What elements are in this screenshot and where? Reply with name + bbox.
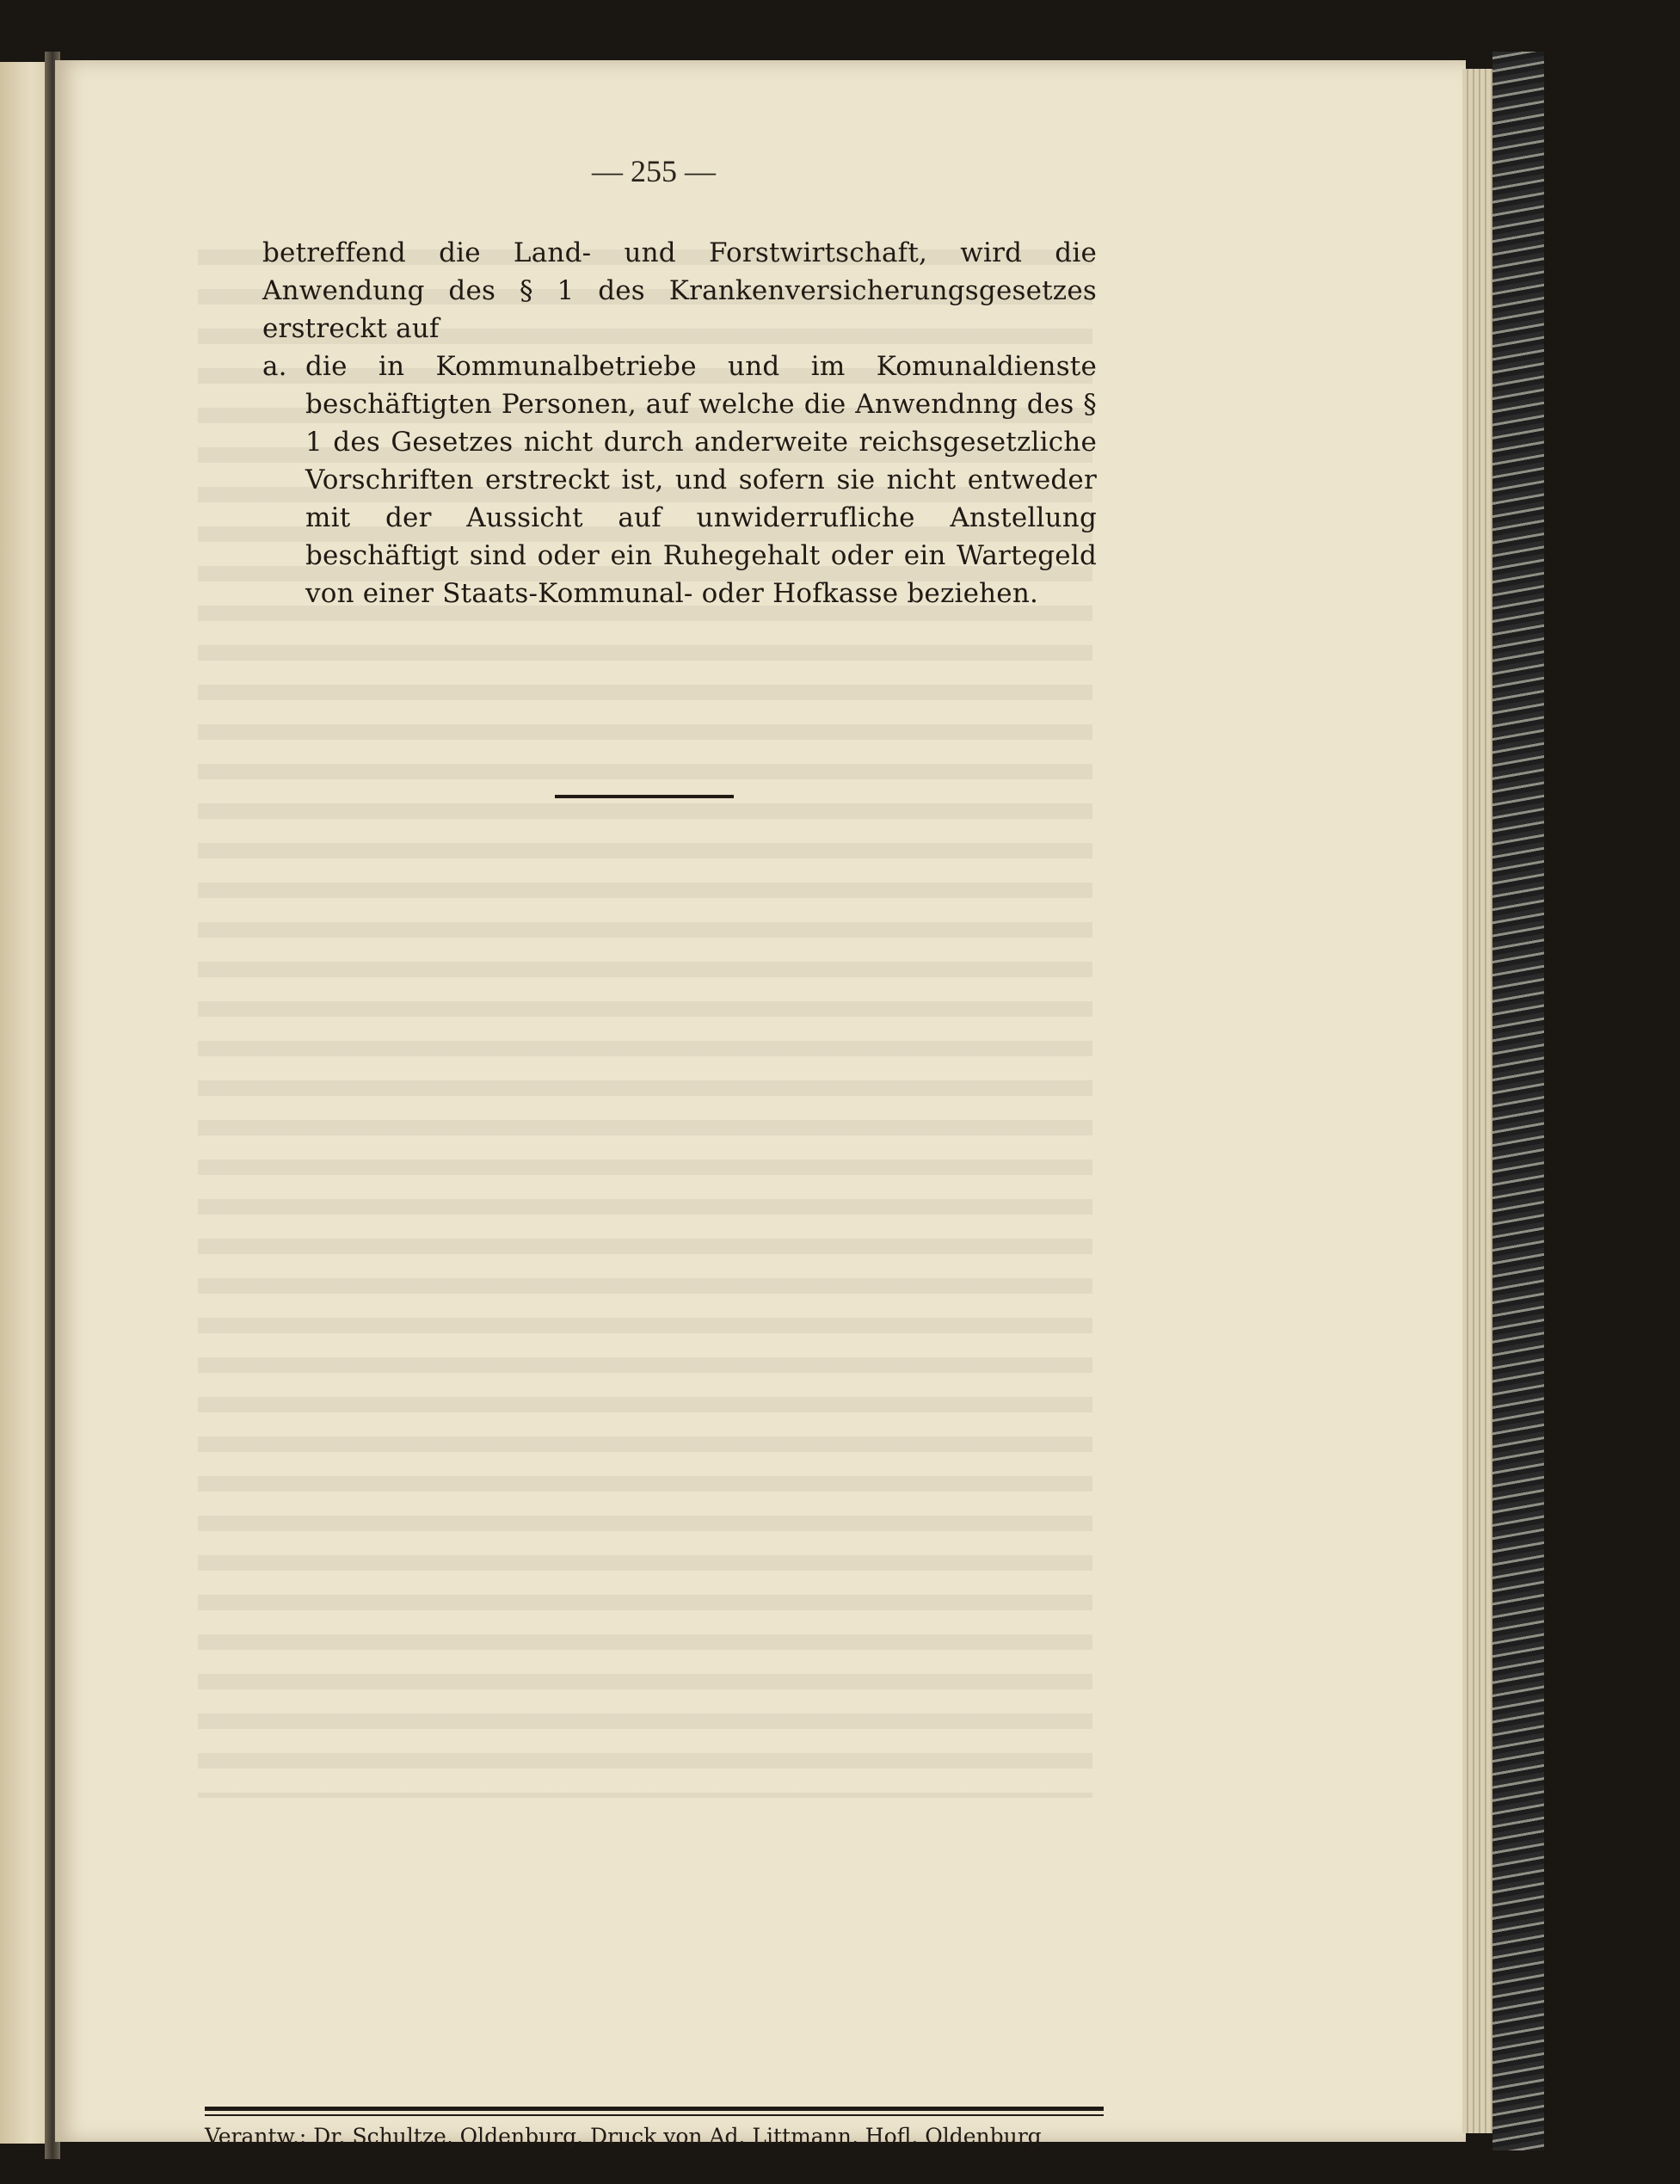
page-edges — [1462, 69, 1495, 2133]
imprint-footer: Verantw.: Dr. Schultze, Oldenburg. Druck von Ad. Littmann, Hofl. Oldenburg — [205, 2124, 1042, 2149]
list-item-letter: a. — [262, 351, 287, 382]
body-text — [262, 234, 1097, 612]
facing-page-edge — [0, 62, 52, 2144]
footer-rule — [205, 2107, 1104, 2116]
intro-paragraph: betreffend die Land- und Forstwirtschaft, wird die Anwendung des § 1 des Krankenversicherungsgesetzes erstreckt auf — [262, 237, 1097, 344]
list-item — [262, 348, 1097, 612]
list-item-text: die in Kommunalbetriebe und im Komunaldienste beschäftigten Personen, auf welche die Anwendnng des § 1 des Gesetzes nicht durch anderweite reichsgesetzliche Vorschriften erstreckt ist, und sofern sie nicht entweder mit der Aussicht auf unwiderrufliche Anstellung beschäftigt sind oder ein Ruhegehalt oder ein Wartegeld von einer Staats-Kommunal- oder Hofkasse beziehen. — [305, 351, 1097, 609]
section-divider — [555, 795, 734, 798]
book-cover-edge — [1492, 52, 1544, 2150]
page-number: — 255 — — [592, 154, 716, 188]
